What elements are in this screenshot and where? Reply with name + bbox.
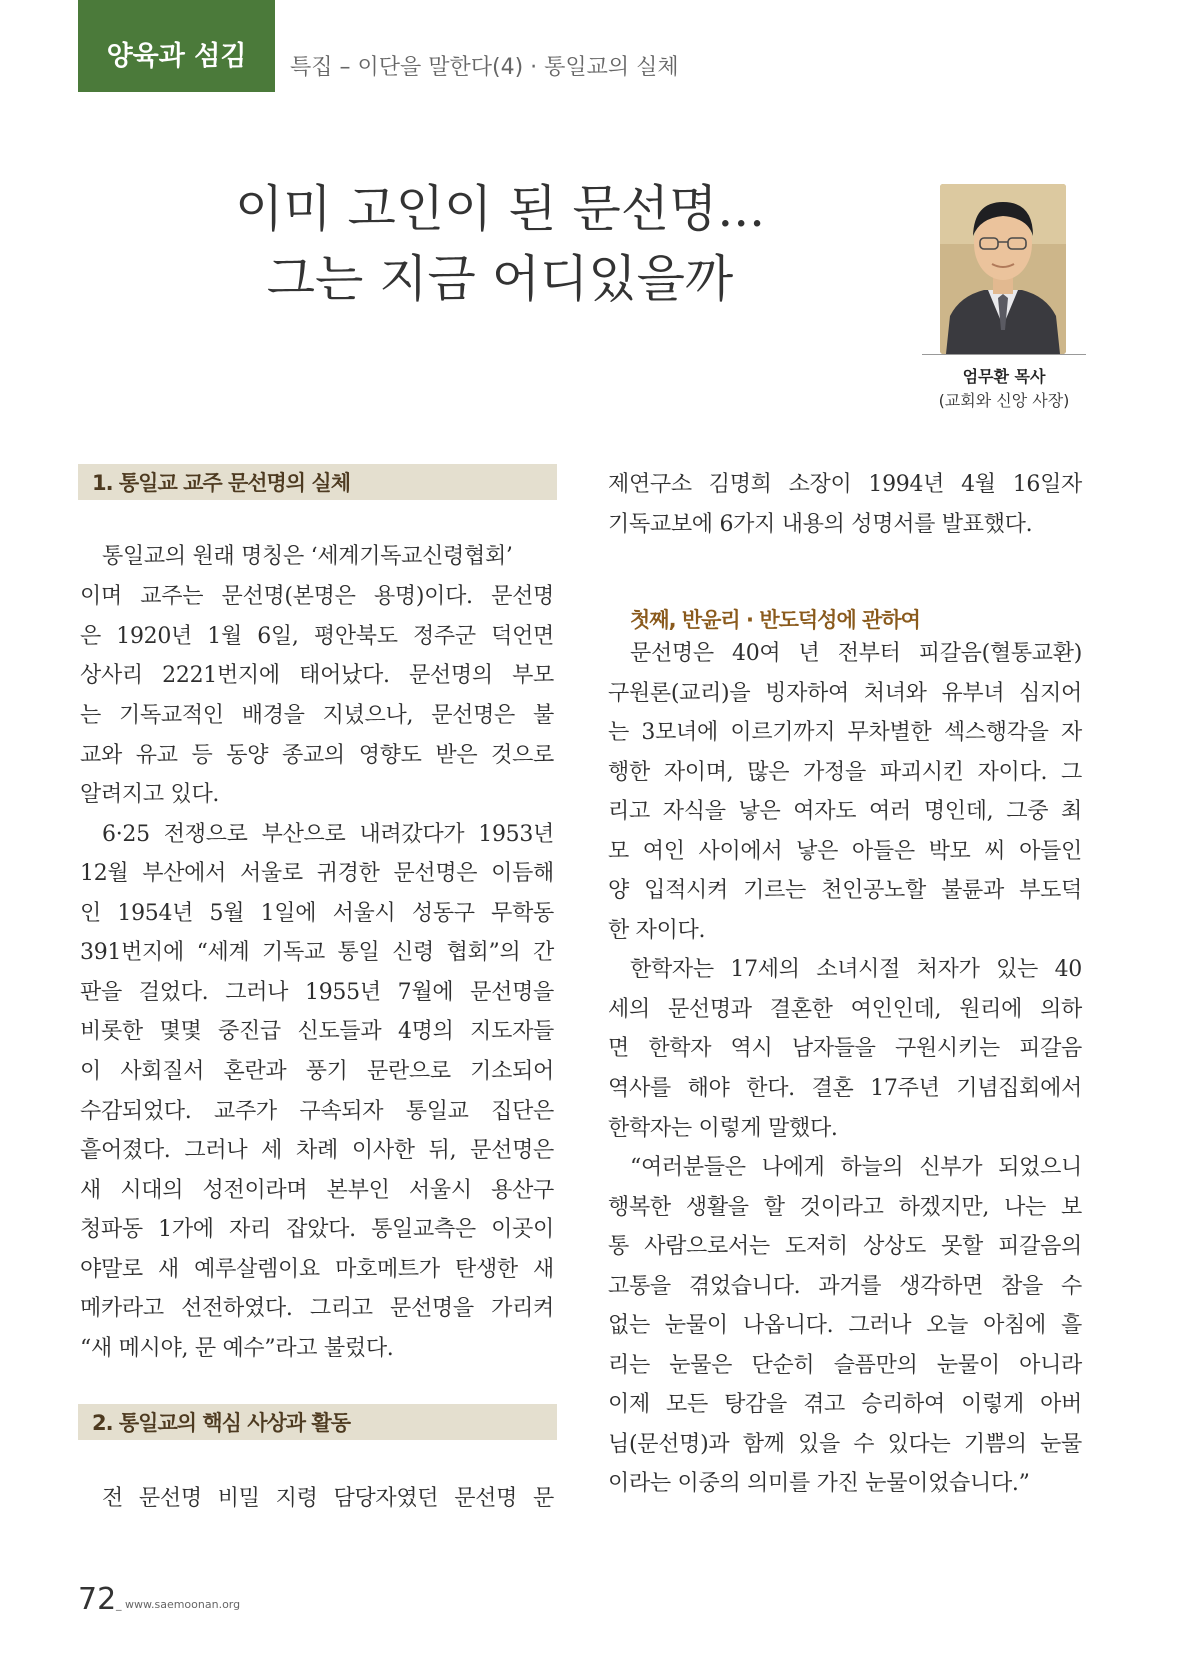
- body-line: 는 3모녀에 이르기까지 무차별한 섹스행각을 자: [608, 720, 1082, 745]
- body-line: 391번지에 “세계 기독교 통일 신령 협회”의 간: [80, 940, 554, 965]
- body-line: 청파동 1가에 자리 잡았다. 통일교측은 이곳이: [80, 1217, 554, 1242]
- body-line: 한학자는 이렇게 말했다.: [608, 1116, 838, 1141]
- body-line: 문선명은 40여 년 전부터 피갈음(혈통교환): [630, 641, 1082, 666]
- body-line: 는 기독교적인 배경을 지녔으나, 문선명은 불: [80, 703, 554, 728]
- body-line: 이제 모든 탕감을 겪고 승리하여 이렇게 아버: [608, 1392, 1082, 1417]
- body-line: 역사를 해야 한다. 결혼 17주년 기념집회에서: [608, 1076, 1082, 1101]
- body-line: 없는 눈물이 나옵니다. 그러나 오늘 아침에 흘: [608, 1313, 1082, 1338]
- body-line: 이라는 이중의 의미를 가진 눈물이었습니다.”: [608, 1471, 1030, 1496]
- body-line: 한 자이다.: [608, 918, 706, 943]
- body-line: 리고 자식을 낳은 여자도 여러 명인데, 그중 최: [608, 799, 1082, 824]
- body-line: 상사리 2221번지에 태어났다. 문선명의 부모: [80, 663, 554, 688]
- photo-caption-divider: [922, 354, 1086, 355]
- series-title: 특집 – 이단을 말한다(4) · 통일교의 실체: [290, 55, 679, 80]
- body-line: 세의 문선명과 결혼한 여인인데, 원리에 의하: [608, 997, 1082, 1022]
- body-line: 12월 부산에서 서울로 귀경한 문선명은 이듬해: [80, 861, 554, 886]
- body-line: 리는 눈물은 단순히 슬픔만의 눈물이 아니라: [608, 1353, 1082, 1378]
- section-1-heading: 1. 통일교 교주 문선명의 실체: [78, 464, 557, 500]
- body-line: 전 문선명 비밀 지령 담당자였던 문선명 문: [102, 1486, 554, 1511]
- body-line: 수감되었다. 교주가 구속되자 통일교 집단은: [80, 1099, 554, 1124]
- body-line: 통일교의 원래 명칭은 ‘세계기독교신령협회’: [102, 544, 513, 569]
- body-line: 구원론(교리)을 빙자하여 처녀와 유부녀 심지어: [608, 681, 1082, 706]
- headline-line-1: 이미 고인이 된 문선명...: [234, 180, 766, 238]
- body-line: 인 1954년 5월 1일에 서울시 성동구 무학동: [80, 901, 554, 926]
- body-line: 알려지고 있다.: [80, 782, 220, 807]
- body-line: 제연구소 김명희 소장이 1994년 4월 16일자: [608, 472, 1082, 497]
- author-title: (교회와 신앙 사장): [938, 391, 1070, 410]
- body-line: 은 1920년 1월 6일, 평안북도 정주군 덕언면: [80, 624, 554, 649]
- section-2-heading: 2. 통일교의 핵심 사상과 활동: [78, 1404, 557, 1440]
- body-line: 고통을 겪었습니다. 과거를 생각하면 참을 수: [608, 1274, 1082, 1299]
- body-line: “새 메시야, 문 예수”라고 불렀다.: [80, 1336, 394, 1361]
- body-line: 메카라고 선전하였다. 그리고 문선명을 가리켜: [80, 1296, 554, 1321]
- body-line: 모 여인 사이에서 낳은 아들은 박모 씨 아들인: [608, 839, 1082, 864]
- body-line: 흩어졌다. 그러나 세 차례 이사한 뒤, 문선명은: [80, 1138, 554, 1163]
- body-line: 행한 자이며, 많은 가정을 파괴시킨 자이다. 그: [608, 760, 1082, 785]
- body-line: 한학자는 17세의 소녀시절 처자가 있는 40: [630, 957, 1082, 982]
- body-line: 야말로 새 예루살렘이요 마호메트가 탄생한 새: [80, 1257, 554, 1282]
- body-line: 이 사회질서 혼란과 풍기 문란으로 기소되어: [80, 1059, 554, 1084]
- body-line: 6·25 전쟁으로 부산으로 내려갔다가 1953년: [102, 822, 554, 847]
- body-line: 면 한학자 역시 남자들을 구원시키는 피갈음: [608, 1036, 1082, 1061]
- body-line: 교와 유교 등 동양 종교의 영향도 받은 것으로: [80, 743, 554, 768]
- body-line: 님(문선명)과 함께 있을 수 있다는 기쁨의 눈물: [608, 1432, 1082, 1457]
- author-name: 엄무환 목사: [962, 367, 1046, 386]
- footer-url: _ www.saemoonan.org: [116, 1598, 241, 1611]
- section-tab: 양육과 섬김: [78, 0, 275, 92]
- body-line: 이며 교주는 문선명(본명은 용명)이다. 문선명: [80, 584, 554, 609]
- author-photo: [940, 184, 1066, 354]
- body-line: 판을 걸었다. 그러나 1955년 7월에 문선명을: [80, 980, 554, 1005]
- body-line: 새 시대의 성전이라며 본부인 서울시 용산구: [80, 1178, 554, 1203]
- body-line: 기독교보에 6가지 내용의 성명서를 발표했다.: [608, 512, 1033, 537]
- body-line: 통 사람으로서는 도저히 상상도 못할 피갈음의: [608, 1234, 1082, 1259]
- body-line: 양 입적시켜 기르는 천인공노할 불륜과 부도덕: [608, 878, 1082, 903]
- body-line: “여러분들은 나에게 하늘의 신부가 되었으니: [630, 1155, 1082, 1180]
- point-1-heading: 첫째, 반윤리 · 반도덕성에 관하여: [630, 608, 920, 632]
- body-line: 비롯한 몇몇 중진급 신도들과 4명의 지도자들: [80, 1019, 554, 1044]
- body-line: 행복한 생활을 할 것이라고 하겠지만, 나는 보: [608, 1195, 1082, 1220]
- headline-line-2: 그는 지금 어디있을까: [266, 250, 734, 308]
- page-number: 72: [78, 1582, 117, 1617]
